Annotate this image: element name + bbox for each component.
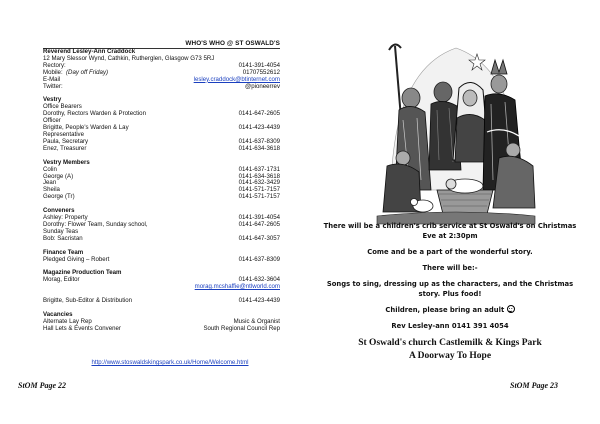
- editor-email-link[interactable]: morag.mcshaffie@ntlworld.com: [194, 283, 280, 291]
- directory-row: Morag, Editor 0141-632-3604: [43, 276, 280, 284]
- vacancies-heading: Vacancies: [43, 311, 73, 319]
- directory-row: Dorothy: Flower Team, Sunday school, Sunday Teas 0141-647-2605: [43, 220, 280, 235]
- notice-line-bring-adult: Children, please bring an adult: [320, 305, 580, 315]
- whos-who-title: WHO'S WHO @ ST OSWALD'S: [185, 40, 280, 47]
- directory-row: Jean 0141-632-3429: [43, 179, 280, 187]
- page-number-right: StOM Page 23: [510, 381, 558, 390]
- directory-row: Dorothy, Rectors Warden & Protection Officer 0141-647-2605: [43, 110, 280, 125]
- directory-row: Twitter: @pioneerrev: [43, 82, 280, 90]
- directory-row: Colin 0141-637-1731: [43, 165, 280, 173]
- smiley-face-icon: [507, 305, 515, 313]
- notice-line-there-will-be: There will be:-: [422, 264, 478, 272]
- directory-row: E-Mail lesley.craddock@btinternet.com: [43, 75, 280, 83]
- rector-address: 12 Mary Slessor Wynd, Cathkin, Rutherglen, Glasgow G73 5RJ: [43, 54, 215, 62]
- office-bearers-subheading: Office Bearers: [43, 103, 82, 111]
- page-number-left: StOM Page 22: [18, 381, 66, 390]
- directory-row: Brigitte, Sub-Editor & Distribution 0141-423-4439: [43, 297, 280, 305]
- directory-row: Mobile: (Day off Friday) 01707552612: [43, 68, 280, 76]
- directory-row: [43, 284, 280, 291]
- directory-row: Paula, Secretary 0141-637-8309: [43, 137, 280, 145]
- rector-heading: Reverend Lesley-Ann Craddock: [43, 48, 136, 55]
- finance-team-heading: Finance Team: [43, 248, 84, 256]
- vestry-members-heading: Vestry Members: [43, 158, 90, 166]
- notice-church-name: St Oswald's church Castlemilk & Kings Park A Doorway To Hope: [358, 338, 542, 361]
- notice-motto: A Doorway To Hope: [408, 351, 492, 361]
- directory-row: Hall Lets & Events Convener South Regional Council Rep: [43, 324, 280, 332]
- rector-email-link[interactable]: lesley.craddock@btinternet.com: [193, 75, 280, 83]
- directory-row: George (Tr) 0141-571-7157: [43, 193, 280, 201]
- crib-service-notice: [320, 221, 580, 369]
- directory-row: Enez, Treasurer 0141-634-3618: [43, 144, 280, 152]
- right-page: [300, 0, 600, 424]
- magazine-team-heading: Magazine Production Team: [43, 269, 122, 277]
- directory-row: Bob: Sacristan 0141-647-3057: [43, 234, 280, 242]
- directory-row: Sheila 0141-571-7157: [43, 186, 280, 194]
- notice-contact: Rev Lesley-ann 0141 391 4054: [391, 322, 509, 330]
- directory-row: Ashley: Property 0141-391-4054: [43, 214, 280, 222]
- contact-directory: [43, 49, 280, 333]
- vestry-heading: Vestry: [43, 96, 62, 104]
- nativity-scene-illustration: [373, 40, 539, 226]
- directory-row: Rectory: 0141-391-4054: [43, 61, 280, 69]
- notice-line-invite: Come and be a part of the wonderful story.: [367, 248, 533, 256]
- directory-row: Alternate Lay Rep Music & Organist: [43, 318, 280, 325]
- notice-line-activities: Songs to sing, dressing up as the characters, and the Christmas story. Plus food!: [326, 280, 574, 298]
- directory-row: George (A) 0141-634-3618: [43, 172, 280, 180]
- directory-row: Brigitte, People's Warden & Lay Representative 0141-423-4439: [43, 124, 280, 138]
- notice-line-service: There will be a children's crib service at St Oswald's on Christmas Eve at 2:30pm: [323, 222, 577, 240]
- conveners-heading: Conveners: [43, 207, 75, 215]
- directory-row: Pledged Giving – Robert 0141-637-8309: [43, 255, 280, 263]
- website-link[interactable]: http://www.stoswaldskingspark.co.uk/Home/Welcome.html: [91, 359, 249, 366]
